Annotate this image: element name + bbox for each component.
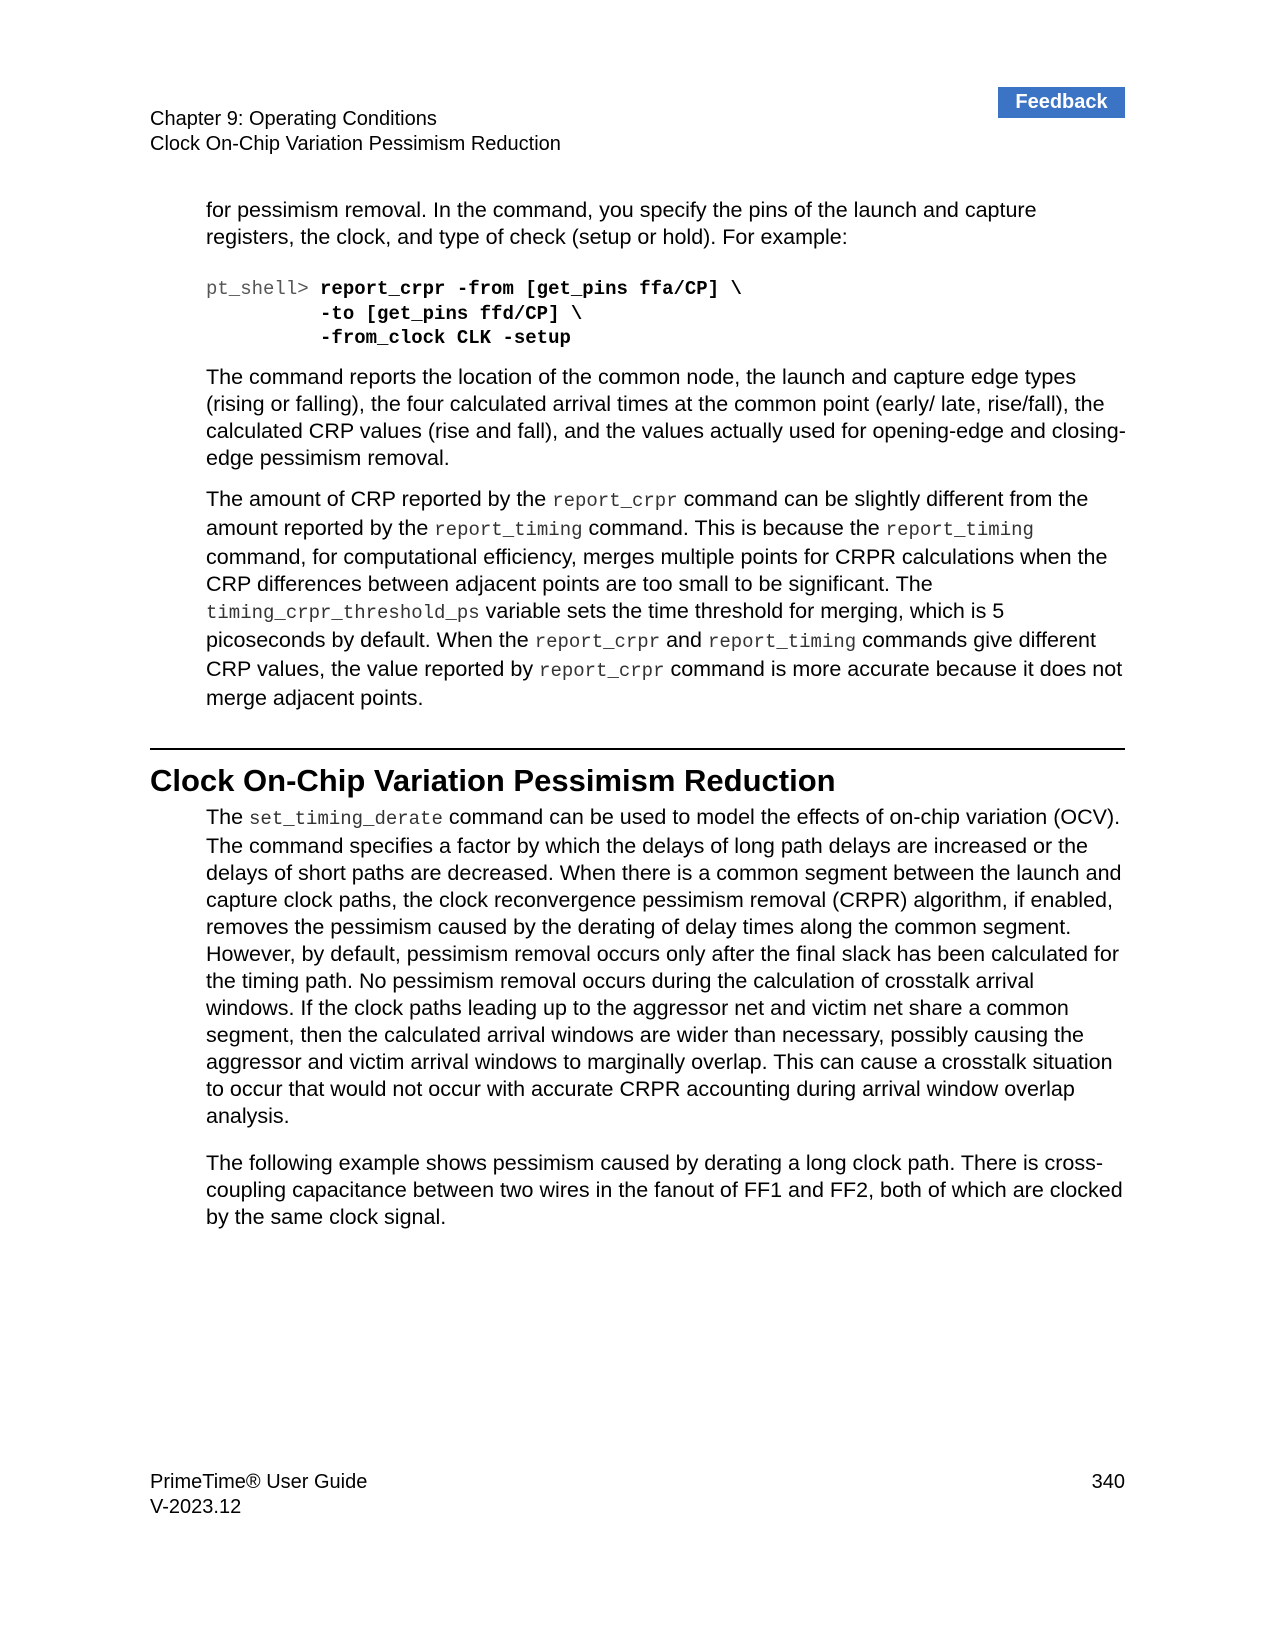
paragraph-text: The amount of CRP reported by the report_crpr command can be slightly different from the amount reported by the report_timing command. This is because the report_timing command, for computational efficiency, merges multiple points for CRPR calculations when the CRP differences between adjacent points are too small to be significant. The timing_crpr_threshold_ps variable sets the time threshold for merging, which is 5 picoseconds by default. When the report_crpr and report_timing commands give different CRP values, the value reported by report_crpr command is more accurate because it does not merge adjacent points. [206, 487, 1123, 710]
inline-code: report_crpr [539, 660, 665, 682]
footer-title: PrimeTime® User Guide [150, 1471, 368, 1493]
header-chapter: Chapter 9: Operating Conditions [150, 108, 437, 130]
inline-code: report_timing [434, 519, 583, 541]
section-title: Clock On-Chip Variation Pessimism Reduction [150, 763, 836, 798]
section-divider [150, 748, 1125, 750]
paragraph-text: The following example shows pessimism caused by derating a long clock path. There is cross-coupling capacitance between two wires in the fanout of FF1 and FF2, both of which are clocked by the same clock signal. [206, 1151, 1123, 1229]
running-header [150, 107, 561, 157]
inline-code: report_timing [885, 519, 1034, 541]
code-line-1: report_crpr -from [get_pins ffa/CP] \ [320, 278, 742, 300]
page-number: 340 [1091, 1471, 1125, 1493]
intro-paragraph [206, 197, 1126, 251]
paragraph-text: The set_timing_derate command can be used to model the effects of on-chip variation (OCV). The command specifies a factor by which the delays of long path delays are increased or the delays of short paths are decreased. When there is a common segment between the launch and capture clock paths, the clock reconvergence pessimism removal (CRPR) algorithm, if enabled, removes the pessimism caused by the derating of delay times along the common segment. However, by default, pessimism removal occurs only after the final slack has been calculated for the timing path. No pessimism removal occurs during the calculation of crosstalk arrival windows. If the clock paths leading up to the aggressor net and victim net share a common segment, then the calculated arrival windows are wider than necessary, possibly causing the aggressor and victim arrival windows to marginally overlap. This can cause a crosstalk situation to occur that would not occur with accurate CRPR accounting during arrival window overlap analysis. [206, 805, 1122, 1128]
code-line-2: -to [get_pins ffd/CP] \ [320, 302, 583, 325]
inline-code: report_crpr [534, 631, 661, 653]
code-example [206, 277, 742, 351]
inline-code: timing_crpr_threshold_ps [206, 602, 480, 624]
crp-difference-paragraph [206, 486, 1126, 712]
code-line-3: -from_clock CLK -setup [320, 327, 571, 349]
ocv-paragraph [206, 804, 1126, 1130]
paragraph-text: The command reports the location of the common node, the launch and capture edge types (rising or falling), the four calculated arrival times at the common point (early/ late, rise/fall), the calculated CRP values (rise and fall), and the values actually used for opening-edge and closing-edge pessimism removal. [206, 365, 1126, 470]
footer-left [150, 1470, 367, 1520]
intro-text: for pessimism removal. In the command, you specify the pins of the launch and capture registers, the clock, and type of check (setup or hold). For example: [206, 198, 1037, 249]
header-section: Clock On-Chip Variation Pessimism Reduction [150, 133, 561, 155]
inline-code: report_timing [707, 631, 857, 653]
feedback-button[interactable]: Feedback [998, 87, 1125, 118]
report-description-paragraph [206, 364, 1126, 472]
inline-code: report_crpr [552, 490, 678, 512]
shell-prompt: pt_shell> [206, 278, 321, 300]
inline-code: set_timing_derate [249, 808, 443, 830]
footer-version: V-2023.12 [150, 1496, 242, 1518]
example-intro-paragraph [206, 1150, 1126, 1231]
